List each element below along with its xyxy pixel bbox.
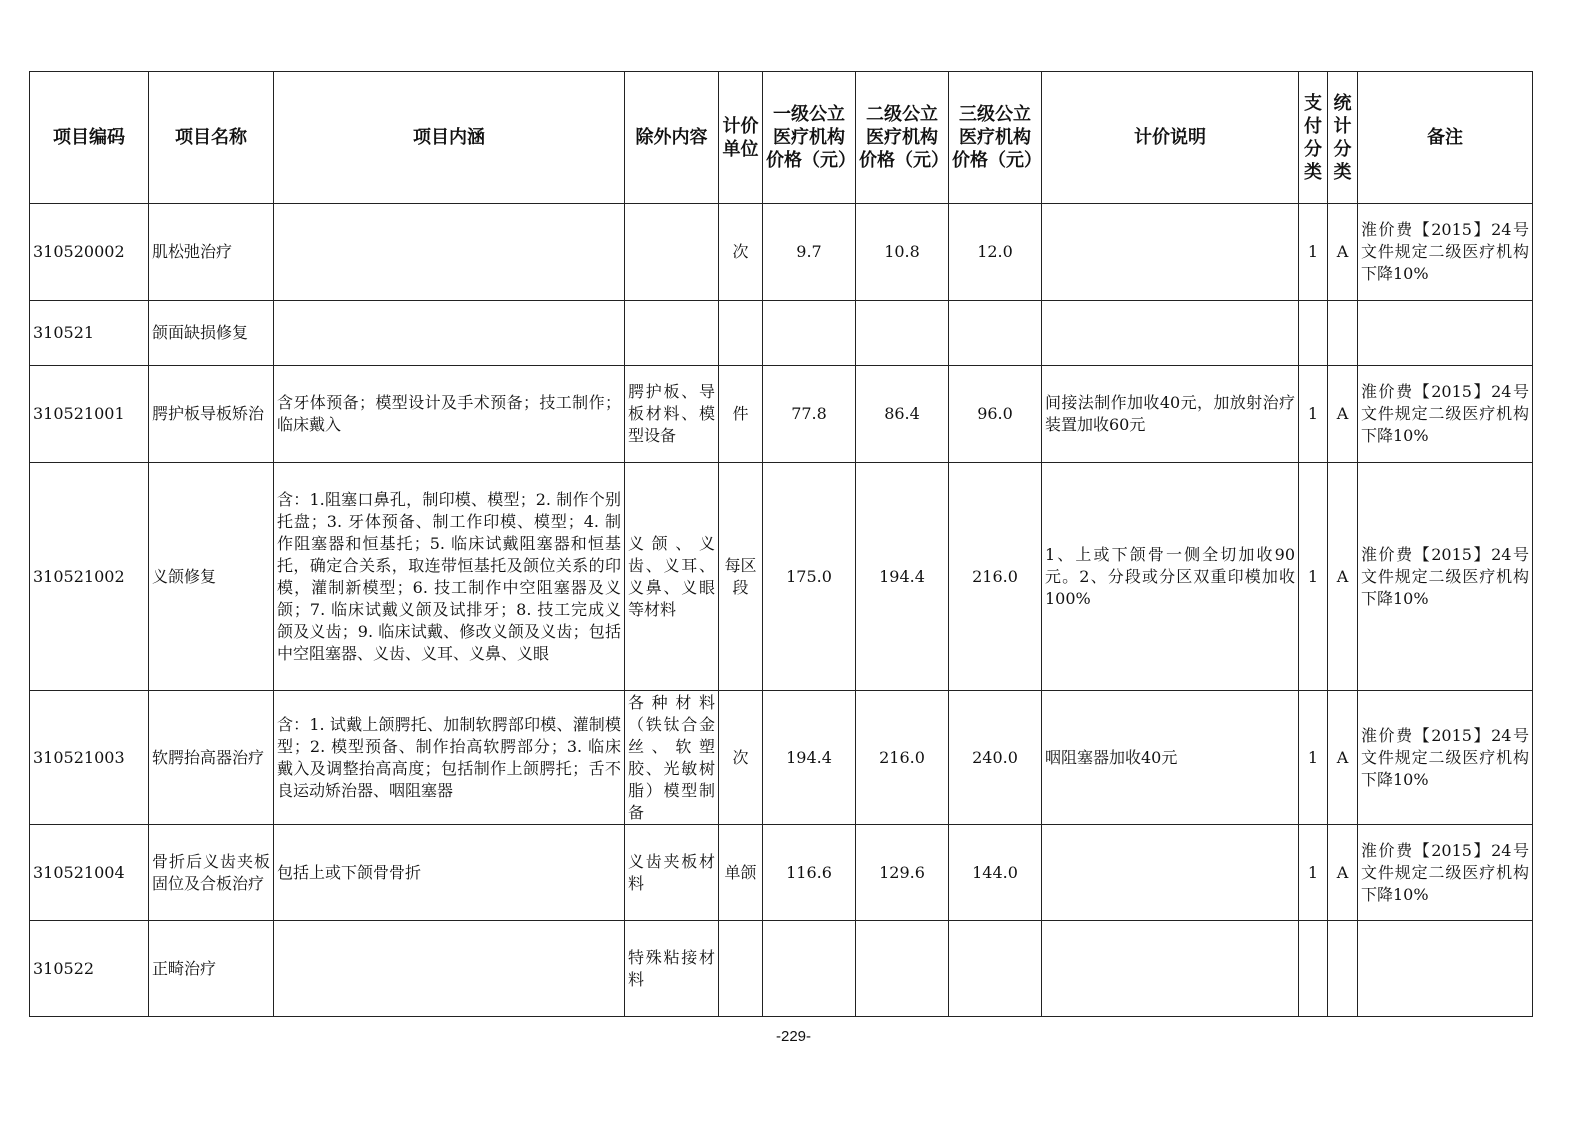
cell-content: 含牙体预备；模型设计及手术预备；技工制作；临床戴入 (274, 366, 625, 463)
cell-price2 (856, 921, 949, 1017)
cell-pay: 1 (1299, 366, 1328, 463)
cell-content (274, 204, 625, 301)
cell-name: 软腭抬高器治疗 (149, 691, 274, 825)
cell-content (274, 301, 625, 366)
cell-content: 含：1.阻塞口鼻孔，制印模、模型；2. 制作个别托盘；3. 牙体预备、制工作印模、模型；4. 制作阻塞器和恒基托；5. 临床试戴阻塞器和恒基托，确定合关系，取连带恒基托及颌位关系的印模，灌制新模型；6. 技工制作中空阻塞器及义颌；7. 临床试戴义颌及试排牙；8. 技工完成义颌及义齿；9. 临床试戴、修改义颌及义齿；包括中空阻塞器、义齿、义耳、义鼻、义眼 (274, 463, 625, 691)
header-code: 项目编码 (30, 72, 149, 204)
cell-content (274, 921, 625, 1017)
cell-excluded: 义齿夹板材料 (625, 825, 719, 921)
cell-explanation (1042, 921, 1299, 1017)
header-pay-class: 支付分类 (1299, 72, 1328, 204)
header-remark: 备注 (1358, 72, 1533, 204)
cell-pay: 1 (1299, 463, 1328, 691)
header-row (30, 72, 1533, 204)
table-row (30, 463, 1533, 691)
header-name: 项目名称 (149, 72, 274, 204)
table-row (30, 301, 1533, 366)
cell-stat (1328, 921, 1358, 1017)
table-row (30, 921, 1533, 1017)
cell-excluded: 腭护板、导板材料、模型设备 (625, 366, 719, 463)
cell-remark: 淮价费【2015】24号文件规定二级医疗机构下降10% (1358, 204, 1533, 301)
cell-unit: 次 (719, 204, 763, 301)
cell-pay: 1 (1299, 204, 1328, 301)
cell-excluded: 义颌、义齿、义耳、义鼻、义眼等材料 (625, 463, 719, 691)
cell-price3 (949, 301, 1042, 366)
cell-unit: 次 (719, 691, 763, 825)
cell-code: 310521 (30, 301, 149, 366)
cell-price1: 77.8 (763, 366, 856, 463)
cell-price2: 194.4 (856, 463, 949, 691)
cell-code: 310520002 (30, 204, 149, 301)
cell-explanation: 咽阻塞器加收40元 (1042, 691, 1299, 825)
cell-price1: 194.4 (763, 691, 856, 825)
cell-pay: 1 (1299, 691, 1328, 825)
cell-price3: 96.0 (949, 366, 1042, 463)
cell-explanation: 间接法制作加收40元，加放射治疗装置加收60元 (1042, 366, 1299, 463)
header-explanation: 计价说明 (1042, 72, 1299, 204)
cell-price1: 175.0 (763, 463, 856, 691)
header-price1: 一级公立医疗机构价格（元） (763, 72, 856, 204)
header-excluded: 除外内容 (625, 72, 719, 204)
cell-remark: 淮价费【2015】24号文件规定二级医疗机构下降10% (1358, 463, 1533, 691)
cell-content: 含：1. 试戴上颌腭托、加制软腭部印模、灌制模型；2. 模型预备、制作抬高软腭部分；3. 临床戴入及调整抬高高度；包括制作上颌腭托；舌不良运动矫治器、咽阻塞器 (274, 691, 625, 825)
cell-code: 310521003 (30, 691, 149, 825)
cell-price1: 116.6 (763, 825, 856, 921)
cell-remark: 淮价费【2015】24号文件规定二级医疗机构下降10% (1358, 691, 1533, 825)
table-row (30, 366, 1533, 463)
cell-price2: 129.6 (856, 825, 949, 921)
header-price2: 二级公立医疗机构价格（元） (856, 72, 949, 204)
cell-remark (1358, 921, 1533, 1017)
table-row (30, 204, 1533, 301)
cell-explanation (1042, 204, 1299, 301)
cell-price2: 216.0 (856, 691, 949, 825)
cell-price2: 86.4 (856, 366, 949, 463)
cell-remark (1358, 301, 1533, 366)
cell-name: 腭护板导板矫治 (149, 366, 274, 463)
header-price3: 三级公立医疗机构价格（元） (949, 72, 1042, 204)
cell-excluded: 特殊粘接材料 (625, 921, 719, 1017)
cell-explanation (1042, 825, 1299, 921)
cell-unit (719, 301, 763, 366)
cell-stat: A (1328, 366, 1358, 463)
cell-explanation: 1、上或下颌骨一侧全切加收90元。2、分段或分区双重印模加收100% (1042, 463, 1299, 691)
cell-price3: 12.0 (949, 204, 1042, 301)
cell-unit: 件 (719, 366, 763, 463)
cell-price3: 144.0 (949, 825, 1042, 921)
cell-price1 (763, 921, 856, 1017)
cell-price3 (949, 921, 1042, 1017)
cell-stat: A (1328, 691, 1358, 825)
header-stat-class: 统计分类 (1328, 72, 1358, 204)
cell-stat: A (1328, 825, 1358, 921)
cell-name: 义颌修复 (149, 463, 274, 691)
cell-excluded: 各种材料（铁钛合金丝、软塑胶、光敏树脂）模型制备 (625, 691, 719, 825)
cell-code: 310521002 (30, 463, 149, 691)
header-unit: 计价单位 (719, 72, 763, 204)
table-row (30, 825, 1533, 921)
cell-code: 310521004 (30, 825, 149, 921)
cell-remark: 淮价费【2015】24号文件规定二级医疗机构下降10% (1358, 825, 1533, 921)
cell-stat (1328, 301, 1358, 366)
cell-code: 310522 (30, 921, 149, 1017)
cell-code: 310521001 (30, 366, 149, 463)
page-number: -229- (775, 1028, 812, 1045)
cell-excluded (625, 301, 719, 366)
cell-stat: A (1328, 204, 1358, 301)
cell-unit (719, 921, 763, 1017)
cell-price2 (856, 301, 949, 366)
cell-price3: 240.0 (949, 691, 1042, 825)
header-content: 项目内涵 (274, 72, 625, 204)
cell-name: 骨折后义齿夹板固位及合板治疗 (149, 825, 274, 921)
cell-price3: 216.0 (949, 463, 1042, 691)
cell-content: 包括上或下颌骨骨折 (274, 825, 625, 921)
price-table (29, 71, 1533, 1017)
cell-excluded (625, 204, 719, 301)
cell-price1 (763, 301, 856, 366)
cell-explanation (1042, 301, 1299, 366)
cell-name: 正畸治疗 (149, 921, 274, 1017)
cell-pay (1299, 301, 1328, 366)
cell-name: 肌松弛治疗 (149, 204, 274, 301)
cell-remark: 淮价费【2015】24号文件规定二级医疗机构下降10% (1358, 366, 1533, 463)
cell-unit: 每区段 (719, 463, 763, 691)
cell-stat: A (1328, 463, 1358, 691)
cell-price2: 10.8 (856, 204, 949, 301)
cell-name: 颌面缺损修复 (149, 301, 274, 366)
cell-unit: 单颌 (719, 825, 763, 921)
table-row (30, 691, 1533, 825)
cell-price1: 9.7 (763, 204, 856, 301)
cell-pay (1299, 921, 1328, 1017)
cell-pay: 1 (1299, 825, 1328, 921)
